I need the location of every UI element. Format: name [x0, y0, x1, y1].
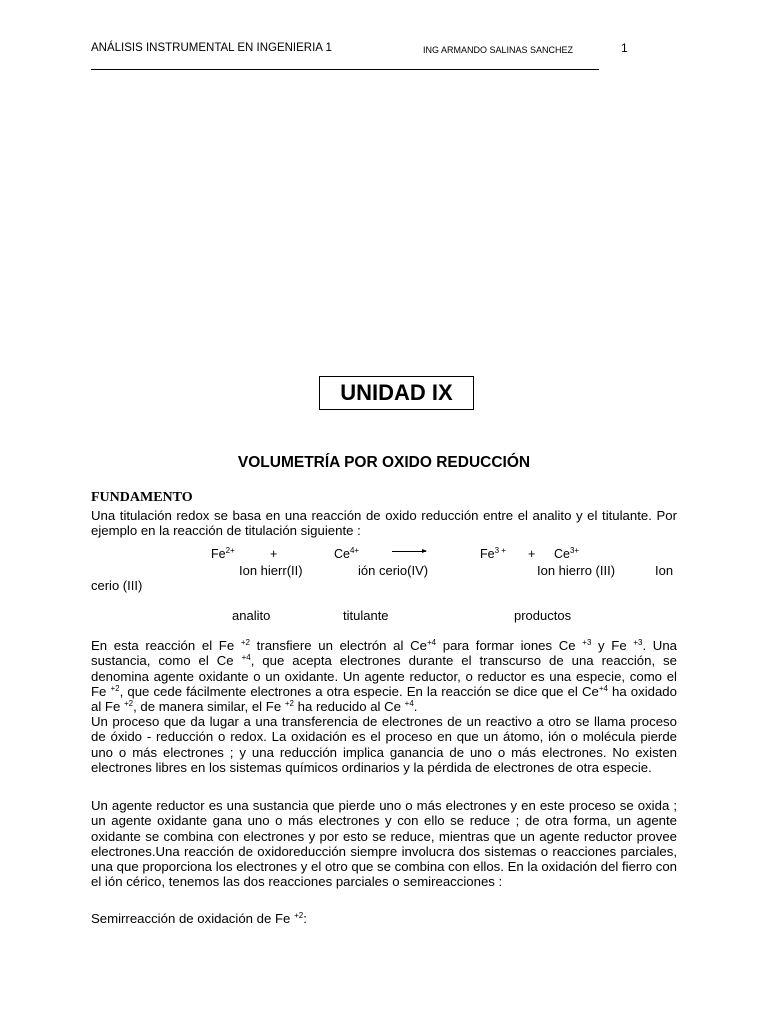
plus-sign-2: +	[528, 547, 536, 561]
label-ion: Ion	[655, 563, 674, 578]
reducing-agent-paragraph: Un agente reductor es una sustancia que pierde uno o más electrones y en este proceso se oxida ; un agente oxidante gana uno o más electrones y con ello se reduce ; de otra forma, un agente oxidante se combina con electrones y por esto se reduce, mientras que un agente reductor provee electrones.Una reacción de oxidoreducción siempre involucra dos sistemas o reacciones parciales, una que proporciona los electrones y el otro que se combina con ellos. En la oxidación del fierro con el ión cérico, tenemos las dos reacciones parciales o semireacciones :	[91, 798, 677, 890]
section-heading: FUNDAMENTO	[91, 490, 193, 505]
reaction-arrow	[392, 551, 426, 552]
label-cerium-iv: ión cerio(IV)	[358, 563, 429, 578]
header-page-number: 1	[621, 41, 628, 55]
plus-sign-1: +	[270, 547, 278, 561]
label-iron-iii: Ion hierro (III)	[537, 563, 616, 578]
label-cerium-iii: cerio (III)	[91, 578, 143, 593]
reactant-ce: $Ce^{4+}$	[334, 546, 360, 561]
role-titrant: titulante	[343, 608, 389, 623]
semireaction-heading: Semirreacción de oxidación de Fe $^{+2}$:	[91, 911, 307, 926]
role-analyte: analito	[232, 608, 271, 623]
reactant-fe: $Fe^{2+}$	[211, 546, 235, 561]
header-rule	[91, 69, 599, 70]
chapter-title: VOLUMETRÍA POR OXIDO REDUCCIÓN	[237, 454, 531, 471]
role-products: productos	[514, 608, 572, 623]
redox-process-paragraph: Un proceso que da lugar a una transferencia de electrones de un reactivo a otro se llama proceso de óxido - reducción o redox. La oxidación es el proceso en que un átomo, ión o molécula pierde uno o más electrones ; y una reducción implica ganancia de uno o más electrones. No existen electrones libres en los sistemas químicos ordinarios y la pérdida de electrones de otra especie.	[91, 714, 677, 775]
product-ce: $Ce^{3+}$	[554, 546, 580, 561]
header-course: ANÁLISIS INSTRUMENTAL EN INGENIERIA 1	[91, 42, 332, 54]
electron-transfer-paragraph: En esta reacción el Fe $^{+2}$ transfiere un electrón al $Ce^{+4}$ para formar iones Ce $^{+3}$ y Fe $^{+3}$. Una sustancia, como el Ce $^{+4}$, que acepta electrones durante el transcurso de una reacción, se denomina agente oxidante o un oxidante. Un agente reductor, o reductor es una especie, como el Fe $^{+2}$, que cede fácilmente electrones a otra especie. En la reacción se dice que el $Ce^{+4}$ ha oxidado al Fe $^{+2}$, de manera similar, el Fe $^{+2}$ ha reducido al Ce $^{+4}$.	[91, 638, 677, 715]
intro-paragraph: Una titulación redox se basa en una reacción de oxido reducción entre el analito y el titulante. Por ejemplo en la reacción de titulación siguiente :	[91, 508, 677, 539]
header-author: ING ARMANDO SALINAS SANCHEZ	[423, 45, 574, 55]
unit-title: UNIDAD IX	[340, 380, 453, 405]
product-fe: $Fe^{3 +}$	[480, 546, 506, 561]
unit-title-box	[319, 376, 474, 410]
label-iron-ii: Ion hierr(II)	[239, 563, 303, 578]
